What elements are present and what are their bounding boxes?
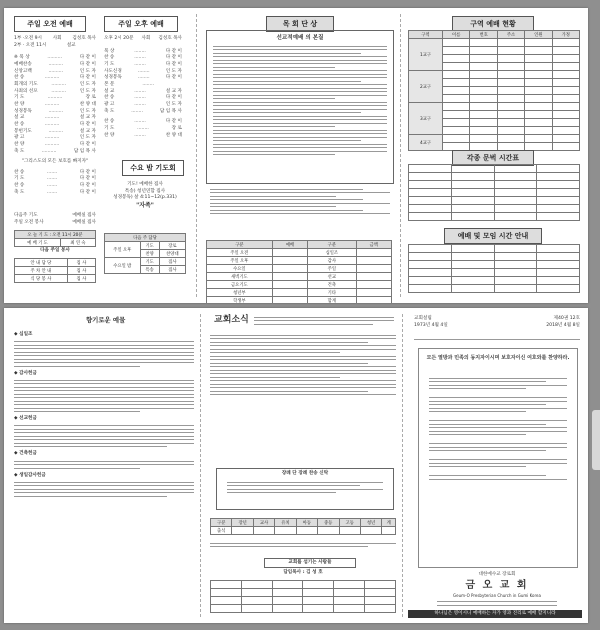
district-status-header: 구역 예배 현황 xyxy=(452,16,534,32)
scroll-handle[interactable] xyxy=(592,410,600,470)
service-table-1: 오 늘 기 도 : 오전 11시 20분 예 배 기 도 최 연 숙 xyxy=(14,230,96,247)
order-row: 찬 양 .......... 다 같 이 xyxy=(14,141,96,147)
servants-table xyxy=(210,580,396,613)
order-row: 찬 송 .......... 다 같 이 xyxy=(14,75,96,81)
offerings-header: 향기로운 예물 xyxy=(86,316,126,324)
order-row: 설 교 .......... 설 교 자 xyxy=(14,115,96,121)
column-divider xyxy=(196,14,197,297)
wednesday-prayer-info: 기도! 예배한 집사 특송) 청년연합 집사 성경봉독) 살 4:11~12(p.331) "자족" xyxy=(113,182,177,209)
attendance-summary-table: 구분 장년 교사 유치 아동 중등 고등 청년 계 출석 xyxy=(210,518,396,535)
prayer-points-list xyxy=(210,186,390,217)
column-divider xyxy=(402,314,403,617)
afternoon-order-list: 오후 2시 20분 사회 김성호 목사 묵 상 ........ 다 같 이 찬 송 ........ 다 같 이 기 도 ........ 다 같 이 사도신경 ........ 인 도 자 성경봉독 ........ 다 같 이 본 문 ........ 설 교 ........ 설 교 자 찬 송 ........ 다 같 이 광 고 ........ 인 도 자 축 도 ........ 담 임 목 사 찬 송 ........ 다 같 이 기 도 ........ 장 로 찬 양 ........ 찬 양 대 xyxy=(104,36,182,138)
cover-motto: 모든 열방과 민족의 동지자이시며 보호자이신 여호와를 찬양하라. xyxy=(426,355,570,361)
pastoral-column-header: 목 회 단 상 xyxy=(266,16,334,32)
order-row: ※ 묵 상 .......... 다 같 이 xyxy=(14,55,96,61)
pledge-text: "그리스도의 모든 보호를 빠지자" xyxy=(21,159,89,165)
pastoral-column-text xyxy=(213,43,387,158)
order-row: 봉헌기도 .......... 설 교 자 xyxy=(14,128,96,134)
bulletin-inner-page xyxy=(4,8,588,303)
service-table-2: 안 내 담 당 집 사 주 차 안 내 집 사 식 당 봉 사 집 사 xyxy=(14,258,96,283)
church-name-block: 대한예수교 장로회 금 오 교 회 Geum-O Presbyterian Church in Gumi Korea xyxy=(414,572,580,608)
cover-footer-bar: 하나님은 영이시니 예배하는 자가 영과 진리로 예배 할지니라 xyxy=(408,610,582,618)
schedule-header: 각종 문벅 시간표 xyxy=(452,150,534,166)
morning-service-header: 주일 오전 예배 xyxy=(14,16,86,32)
church-news-header: 교회소식 xyxy=(214,315,249,325)
order-row: 회개의 기도 .......... 인 도 자 xyxy=(14,81,96,87)
next-service-label: 다음 주일 봉사 xyxy=(40,248,70,253)
district-table: 구역 이름 번호 주소 인원 가정 1교구 2교구 3교구 4교구 xyxy=(408,30,580,151)
order-row: 기 도 .......... 장 로 xyxy=(14,95,96,101)
afternoon-service-header: 주일 오후 예배 xyxy=(104,16,178,32)
servants-title-box: 교회를 섬기는 사람들 xyxy=(264,558,356,568)
morning-order-list: 1부 ·오전 9시 사회 김성호 목사 2부 · 오전 11시 설교 ※ 묵 상 .......... 다 같 이 예배찬송 .......... 다 같 이 신앙고백 .......... 인 도 자 찬 송 .......... 다 같 이 회개의 기도 .......... 인 도 자 사죄의 선포 .......... 인 도 자 기 도 .......... 장 로 찬 양 .......... 찬 양 대 성경봉독 .......... 인 도 자 설 교 .......... 설 교 자 찬 송 .......... 다 같 이 봉헌기도 .......... 설 교 자 광 고 .......... 인 도 자 찬 양 .......... 다 같 이 축 도 .......... 담 임 목 사 "그리스도의 모든 보호를 빠지자" 찬 송 ....... 다 같 이 기 도 ....... 다 같 이 찬 송 ....... 다 같 이 축 도 ....... 다 같 이 xyxy=(14,36,96,195)
order-row: 찬 송 .......... 다 같 이 xyxy=(14,121,96,127)
wednesday-prayer-header: 수요 밤 기도회 xyxy=(122,160,184,176)
bulletin-outer-page xyxy=(4,308,588,623)
church-news-intro xyxy=(254,314,394,327)
meeting-times-header: 예배 및 모임 시간 안내 xyxy=(444,228,542,244)
cover-verse-box xyxy=(418,348,578,568)
attendance-table: 구분 예배 구분 금액 주일 오전 십일조 주일 오후 감사 수요일 주일 새벽기도 선교 금요기도 건축 청년부 기타 학생부 합계 xyxy=(206,240,392,303)
order-row: 찬 양 .......... 찬 양 대 xyxy=(14,101,96,107)
meeting-times-table xyxy=(408,244,580,293)
column-divider xyxy=(200,314,201,617)
funeral-notice-box: 장례 단 장례 찬송 신탁 xyxy=(216,468,394,510)
schedule-table xyxy=(408,164,580,221)
order-row: 성경봉독 .......... 인 도 자 xyxy=(14,108,96,114)
order-row: 축 도 .......... 담 임 목 사 xyxy=(14,148,96,154)
offering-summary: 다음주 기도 예배실 집사 주일 오전 봉사 예배실 집사 xyxy=(14,213,96,225)
order-row: 신앙고백 .......... 인 도 자 xyxy=(14,68,96,74)
church-name: 금 오 교 회 xyxy=(465,579,529,591)
order-row: 광 고 .......... 인 도 자 xyxy=(14,135,96,141)
next-week-table: 다음 주 담당 주일 오후 기도 장로 찬양 찬양대 수요일 밤 기도 집사 특송 집사 xyxy=(104,233,186,274)
column-divider xyxy=(400,14,401,297)
order-row: 사죄의 선포 .......... 인 도 자 xyxy=(14,88,96,94)
offerings-list: ◆ 십일조 ◆ 감사헌금 ◆ 선교헌금 ◆ 건축헌금 ◆ 생일감사헌금 xyxy=(14,332,194,499)
pastoral-column-box: 선교적예배 의 본질 xyxy=(206,30,394,184)
senior-pastor-line: 담임목사 : 김 성 호 xyxy=(283,570,323,575)
order-row: 예배찬송 .......... 다 같 이 xyxy=(14,61,96,67)
cover-header: 교회설립 제40권 12호 1973년 4월 4일 2018년 4월 8일 xyxy=(414,316,580,328)
church-news-list xyxy=(210,332,396,398)
